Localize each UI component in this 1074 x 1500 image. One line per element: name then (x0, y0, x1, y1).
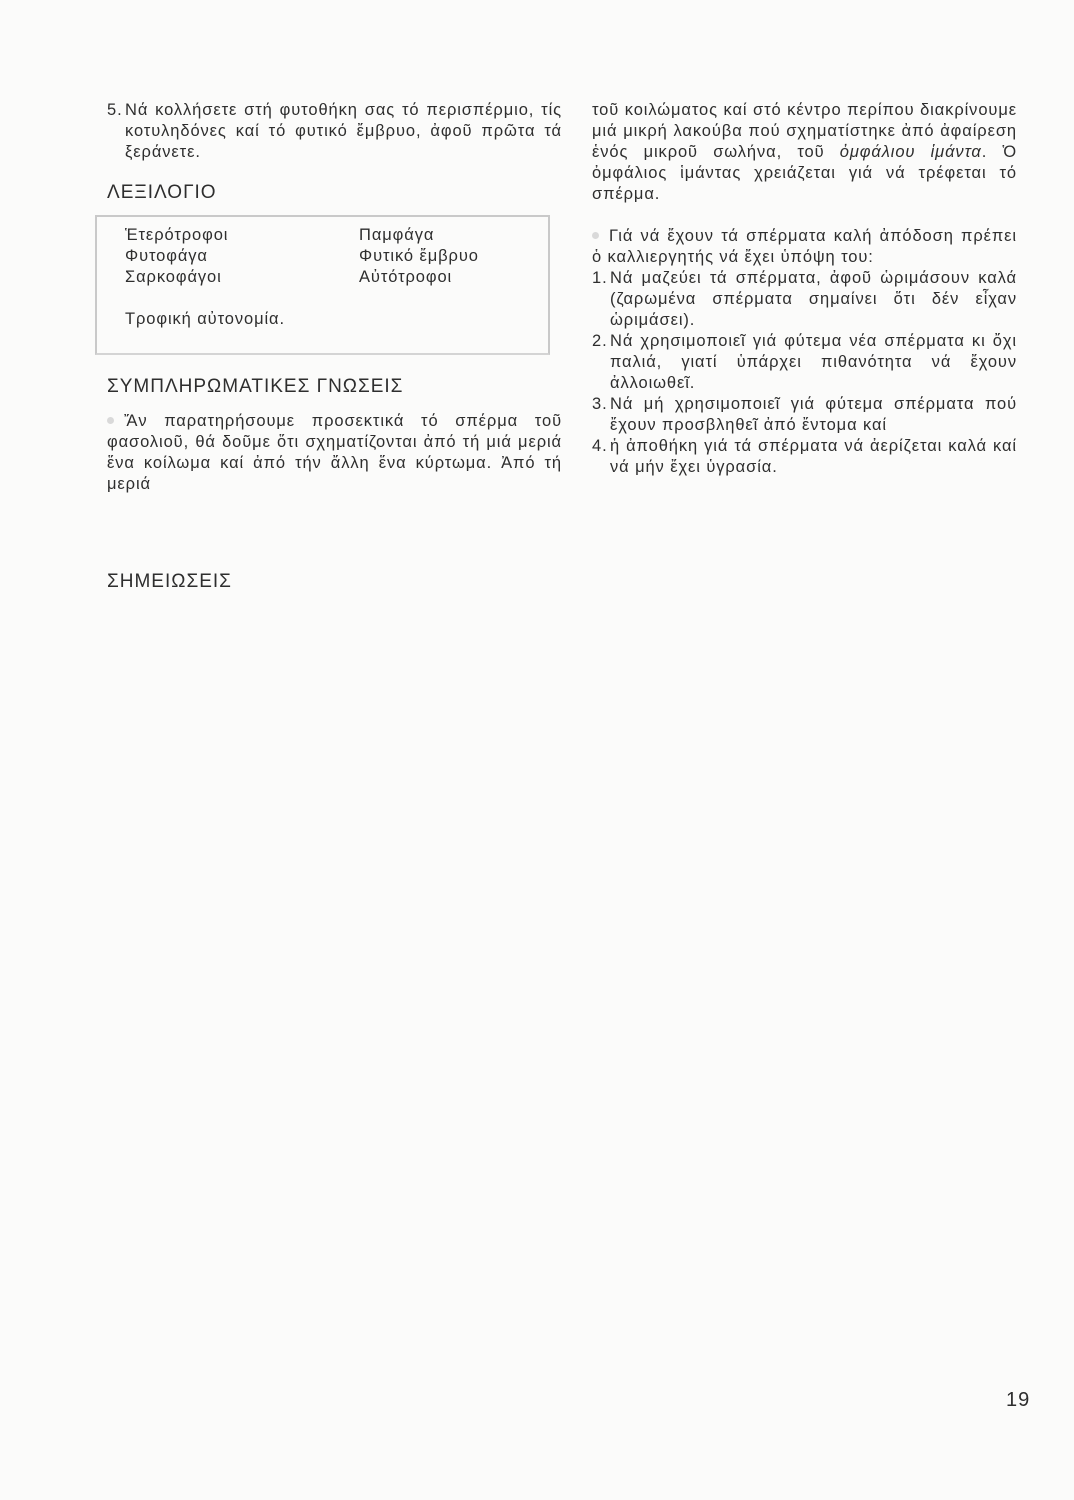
bullet-icon (592, 232, 599, 239)
list-item (592, 331, 1017, 394)
lexiko-heading: ΛΕΞΙΛΟΓΙΟ (107, 182, 217, 203)
right-column (592, 100, 1017, 478)
vocab-column-1 (125, 225, 228, 288)
continuation-text: τοῦ κοιλώματος καί στό κέντρο περίπου διακρίνουμε μιά μικρή λακούβα πού σχηματίστηκε ἀπό ἀφαίρεση ἑνός μικροῦ σωλήνα, τοῦ (592, 101, 1017, 161)
gnoseis-text: Ἄν παρατηρήσουμε προσεκτικά τό σπέρμα τοῦ φασολιοῦ, θά δοῦμε ὅτι σχηματίζονται ἀπό τή μιά μεριά ἕνα κοίλωμα καί ἀπό τήν ἄλλη ἕνα κύρτωμα. Ἀπό τή μεριά (107, 412, 562, 493)
item-text: Νά μαζεύει τά σπέρματα, ἀφοῦ ὡριμάσουν καλά (ζαρωμένα σπέρματα σημαίνει ὅτι δέν εἶχαν ὡριμάσει). (610, 269, 1017, 329)
italic-term: ὀμφάλιου ἱμάντα (839, 143, 982, 161)
notes-heading: ΣΗΜΕΙΩΣΕΙΣ (107, 571, 232, 592)
intro-text: Γιά νά ἔχουν τά σπέρματα καλή ἀπόδοση πρέπει ὁ καλλιεργητής νά ἔχει ὑπόψη του: (592, 227, 1017, 266)
left-column (107, 100, 562, 495)
continuation-text-end: . Ὁ ὀμφάλιος ἱμάντας χρειάζεται γιά νά τρέφεται τό σπέρμα. (592, 143, 1017, 203)
vocab-term: Αὐτότροφοι (359, 268, 453, 286)
vocab-term: Παμφάγα (359, 226, 435, 244)
intro-paragraph (592, 226, 1017, 268)
item-number: 3. (592, 395, 608, 413)
vocab-term: Ἑτερότροφοι (125, 226, 229, 244)
gnoseis-heading: ΣΥΜΠΛΗΡΩΜΑΤΙΚΕΣ ΓΝΩΣΕΙΣ (107, 376, 404, 397)
item-text: Νά κολλήσετε στή φυτοθήκη σας τό περισπέρμιο, τίς κοτυληδόνες καί τό φυτικό ἔμβρυο, ἀφοῦ πρῶτα τά ξεράνετε. (125, 101, 562, 161)
vocabulary-box (95, 215, 550, 355)
vocab-term: Τροφική αὐτονομία. (125, 310, 285, 328)
item-number: 1. (592, 269, 608, 287)
vocab-column-2 (359, 225, 479, 288)
bullet-icon (107, 417, 114, 424)
vocab-term: Φυτοφάγα (125, 247, 208, 265)
gnoseis-paragraph (107, 411, 562, 495)
list-item (592, 394, 1017, 436)
list-item (592, 268, 1017, 331)
item-number: 4. (592, 437, 608, 455)
item-number: 2. (592, 332, 608, 350)
vocab-term: Σαρκοφάγοι (125, 268, 222, 286)
list-item (592, 436, 1017, 478)
item-text: Νά μή χρησιμοποιεῖ γιά φύτεμα σπέρματα πού ἔχουν προσβληθεῖ ἀπό ἔντομα καί (610, 395, 1017, 434)
page-number: 19 (1006, 1389, 1031, 1411)
continuation-paragraph (592, 100, 1017, 205)
item-number: 5. (107, 101, 123, 119)
vocab-term: Φυτικό ἔμβρυο (359, 247, 479, 265)
list-item (107, 100, 562, 163)
item-text: ἡ ἀποθήκη γιά τά σπέρματα νά ἀερίζεται καλά καί νά μήν ἔχει ὑγρασία. (610, 437, 1017, 476)
item-text: Νά χρησιμοποιεῖ γιά φύτεμα νέα σπέρματα κι ὄχι παλιά, γιατί ὑπάρχει πιθανότητα νά ἔχουν ἀλλοιωθεῖ. (610, 332, 1017, 392)
